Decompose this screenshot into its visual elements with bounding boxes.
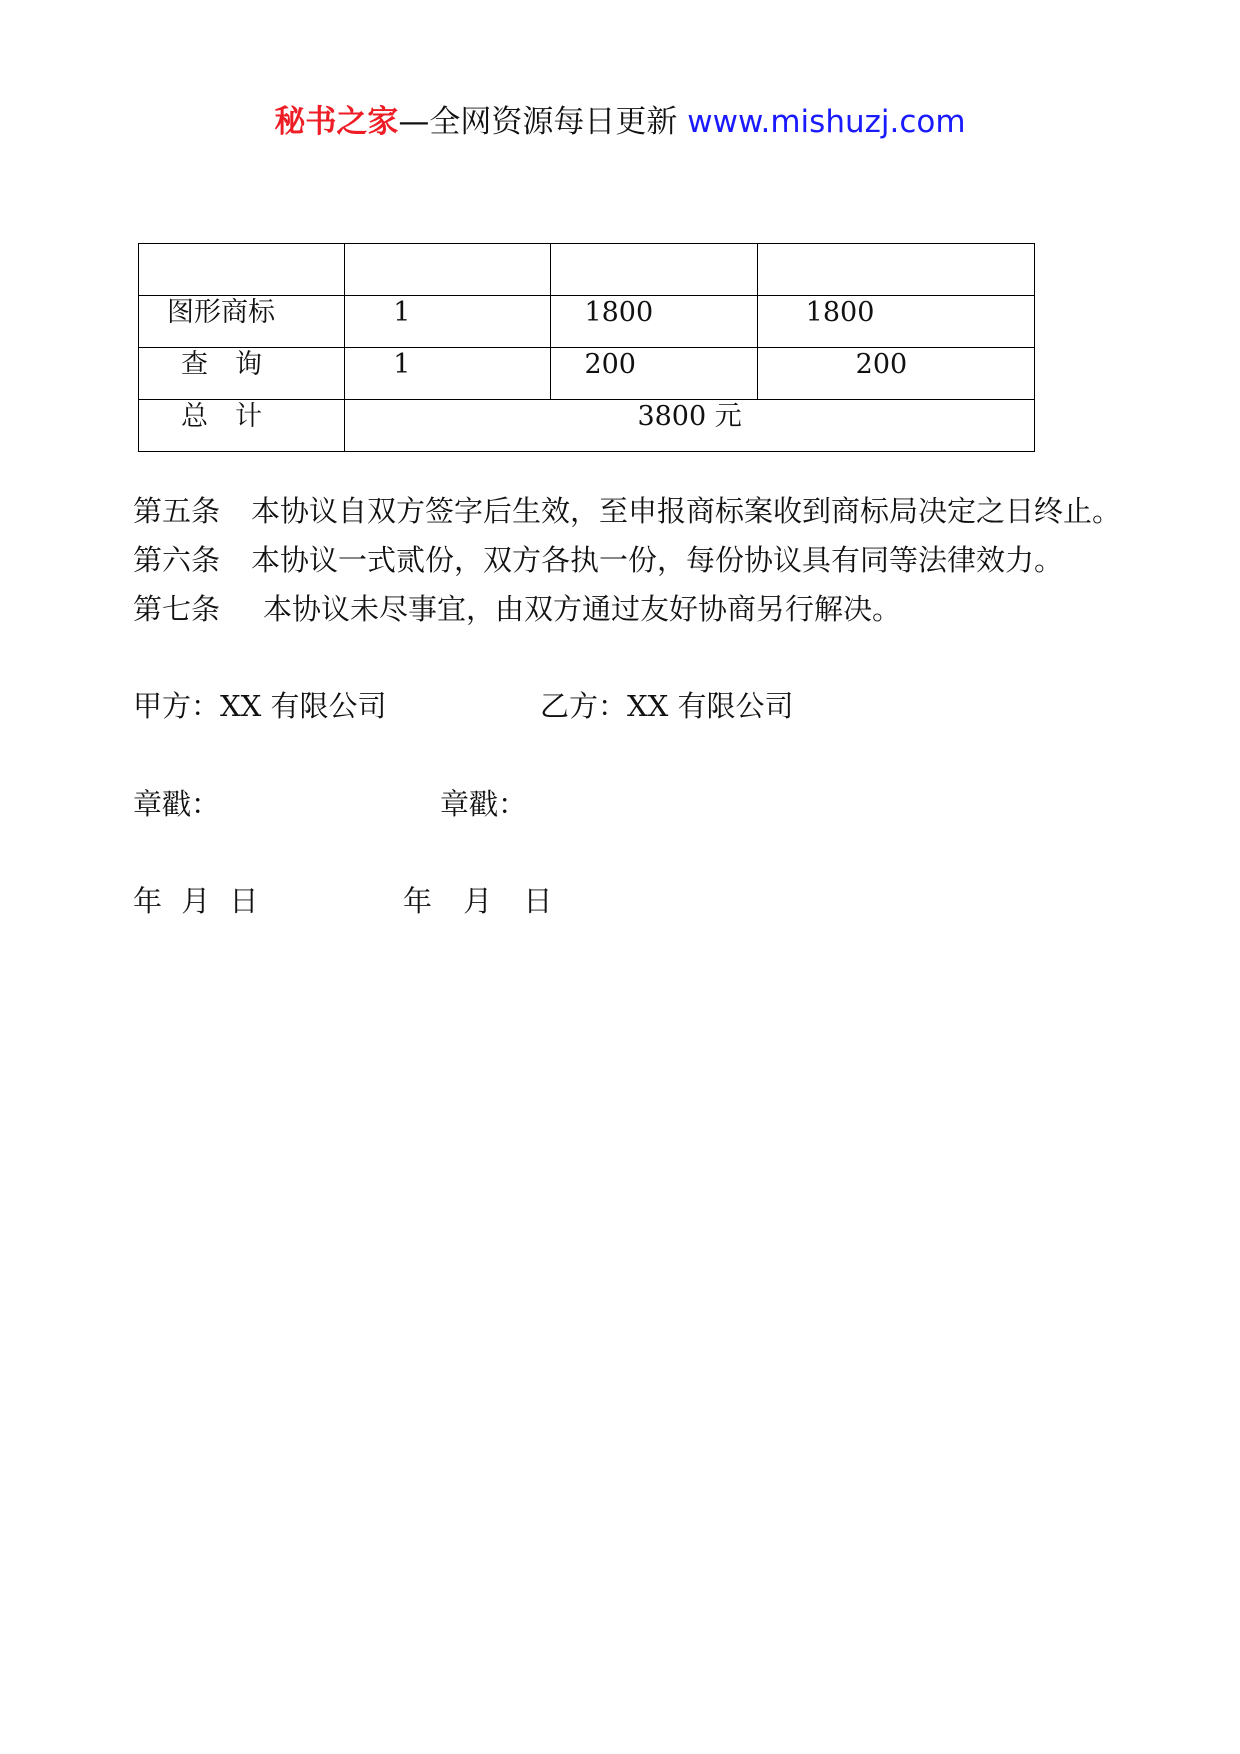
date-a-label: 年 月 日 [133, 884, 259, 918]
party-b-label: 乙方：XX 有限公司 [540, 689, 794, 723]
table-cell [551, 244, 757, 296]
item-amount-cell: 200 [757, 348, 1034, 400]
item-name-cell: 查 询 [139, 348, 345, 400]
fee-table [138, 243, 1035, 452]
total-label-cell: 总 计 [139, 400, 345, 452]
date-b-label: 年 月 日 [403, 884, 553, 918]
table-row [139, 296, 1035, 348]
item-price-cell: 1800 [551, 296, 757, 348]
clause-item [133, 536, 1121, 585]
party-a-label: 甲方：XX 有限公司 [133, 689, 387, 723]
item-amount-cell: 1800 [757, 296, 1034, 348]
clauses-section [133, 487, 1121, 634]
header-slogan: —全网资源每日更新 [398, 104, 678, 140]
item-price-cell: 200 [551, 348, 757, 400]
clause-number: 第七条 [133, 592, 221, 626]
table-cell [757, 244, 1034, 296]
brand-name: 秘书之家 [274, 104, 399, 140]
item-qty-cell: 1 [345, 296, 551, 348]
clause-item [133, 585, 1121, 634]
site-url-link[interactable]: www.mishuzj.com [687, 104, 966, 140]
seal-b-label: 章戳： [440, 787, 528, 821]
table-row-total [139, 400, 1035, 452]
seal-a-label: 章戳： [133, 787, 221, 821]
item-name-cell: 图形商标 [139, 296, 345, 348]
clause-item [133, 487, 1121, 536]
table-row-header [139, 244, 1035, 296]
clause-number: 第五条 [133, 494, 221, 528]
clause-number: 第六条 [133, 543, 221, 577]
clause-text: 本协议一式贰份，双方各执一份，每份协议具有同等法律效力。 [251, 543, 1064, 577]
total-value-cell: 3800 元 [345, 400, 1035, 452]
page-header [0, 100, 1240, 144]
clause-text: 本协议自双方签字后生效，至申报商标案收到商标局决定之日终止。 [251, 494, 1122, 528]
table-cell [345, 244, 551, 296]
table-cell [139, 244, 345, 296]
table-row [139, 348, 1035, 400]
item-qty-cell: 1 [345, 348, 551, 400]
clause-text: 本协议未尽事宜，由双方通过友好协商另行解决。 [263, 592, 902, 626]
